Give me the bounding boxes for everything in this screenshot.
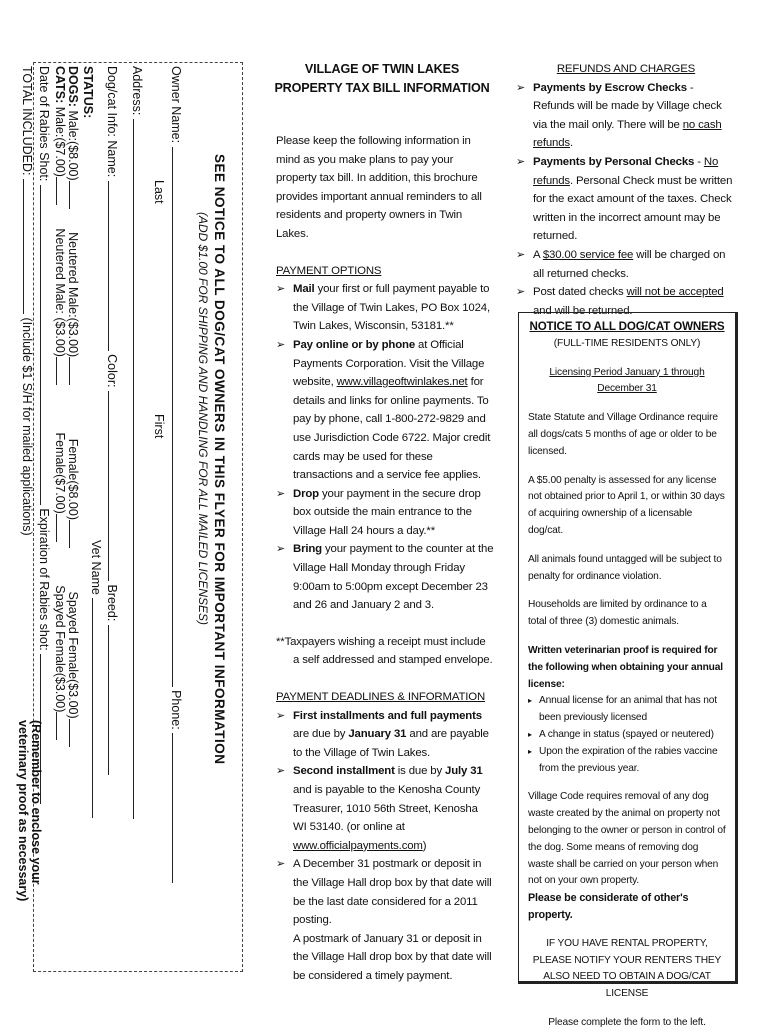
postmark-text-1: A December 31 postmark or deposit in the Village Hall drop box by that date will be the last date considered for a 2011 posting. [293,858,492,927]
deadlines-heading: PAYMENT DEADLINES & INFORMATION [276,691,486,704]
first-text: are due by [293,728,349,741]
deadline-first [276,707,494,763]
escrow-text-2: . [569,137,573,150]
arrow-bullet-icon: ➢ [516,286,526,299]
refunds-heading: REFUNDS AND CHARGES [556,63,696,75]
penalty-text: A $5.00 penalty is assessed for any license not obtained prior to April 1, or within 30 days of acquiring ownership of a licensable dog/cat. [528,474,725,536]
dog-waste-code: Village Code requires removal of any dog waste created by the animal on property not belonging to the owner or person in control of the dog. Some means of removing dog waste shall be carried on your person when not on your own property. [528,791,726,887]
arrow-bullet-icon: ➢ [516,248,526,261]
license-form [16,62,243,972]
complete-form-note: Please complete the form to the left. [548,1016,706,1028]
first-date: January 31 [348,728,407,741]
page-title-1: VILLAGE OF TWIN LAKES [304,62,460,76]
breed-field[interactable] [108,625,121,775]
pet-name-label: Name: [105,140,119,178]
first-bold: First installments and full payments [293,709,482,722]
personal-text: - [694,155,704,168]
statute-text: State Statute and Village Ordinance require all dogs/cats 5 months of age or older to be licensed. [528,412,718,457]
include-sh-note: (Include $1 S/H for mailed applications) [20,317,34,536]
cats-female-field[interactable] [56,514,69,542]
dogcat-info-label: Dog/cat Info: [105,66,119,137]
drop-bold: Drop [293,487,319,500]
option-drop [276,485,494,541]
cats-female-label: Female($7.00) [53,432,67,514]
vet-item [528,727,726,744]
bring-bold: Bring [293,543,322,556]
deadline-second [276,762,494,855]
status-label: STATUS: [81,66,95,119]
arrow-bullet-icon: ➢ [276,283,286,296]
form-shipping-note: (ADD $1.00 FOR SHIPPING AND HANDLING FOR ALL MAILED LICENSES) [196,212,210,625]
notice-title: NOTICE TO ALL DOG/CAT OWNERS [529,320,725,333]
second-text-2: and is payable to the Kenosha County Treasurer, 1010 56th Street, Kenosha WI 53140. (or online at [293,784,481,834]
untagged-text: All animals found untagged will be subject to penalty for ordinance violation. [528,553,722,582]
arrow-bullet-icon: ➢ [276,487,286,500]
option-bring [276,540,494,614]
dog-cat-notice-box [518,312,738,1028]
dogs-neutered-male-field[interactable] [69,357,82,385]
escrow-text: - Refunds will be made by Village check via the mail only. There will be [533,81,722,131]
intro-paragraph: Please keep the following information in mind as you make plans to pay your property tax bill. In addition, this brochure provides important annual reminders to all residents and property owners in Twin Lakes. [276,135,482,240]
color-label: Color: [105,354,119,388]
arrow-bullet-icon: ➢ [276,858,286,871]
personal-bold: Payments by Personal Checks [533,155,695,168]
option-mail [276,280,494,336]
phone-field[interactable] [172,733,185,883]
dogs-spayed-female-field[interactable] [69,719,82,747]
rabies-expiration-label: Expiration of Rabies shot: [37,508,51,651]
notice-subtitle: (FULL-TIME RESIDENTS ONLY) [553,337,701,349]
color-field[interactable] [108,391,121,581]
dogs-male-label: Male:($8.00) [66,110,80,181]
vet-item-text: Annual license for an animal that has not been previously licensed [539,695,717,724]
receipt-note: **Taxpayers wishing a receipt must include a self addressed and stamped envelope. [276,635,493,667]
arrow-bullet-icon: ➢ [276,338,286,351]
option-online [276,336,494,485]
address-field[interactable] [133,119,146,819]
remember-note-2: veterinary proof as necessary) [16,720,30,902]
bring-text: your payment to the counter at the Village Hall Monday through Friday 9:00am to 5:00pm except December 23 and 26 and January 2 and 3. [293,543,494,612]
arrow-bullet-icon: ➢ [276,709,286,722]
vet-name-field[interactable] [92,598,105,818]
second-text-3: ) [422,839,427,852]
postdated-text: Post dated checks [533,286,627,299]
postdated-text-2: and will be returned. [533,304,633,317]
no-refunds: No refunds [533,155,719,187]
second-bold: Second installment [293,765,395,778]
licensing-period: Licensing Period January 1 through December 31 [549,366,705,395]
cats-male-field[interactable] [56,177,69,205]
vet-item [528,744,726,778]
dogs-female-label: Female($8.00) [66,438,80,520]
arrow-bullet-icon: ➢ [276,543,286,556]
refunds-column [516,60,736,320]
personal-text-2: . Personal Check must be written for the exact amount of the taxes. Check written in the incorrect amount may be returned. [533,174,733,243]
mail-text: your first or full payment payable to the Village of Twin Lakes, PO Box 1024, Twin Lakes, Wisconsin, 53181.** [293,283,490,333]
postmark-text-2: A postmark of January 31 or deposit in the Village Hall drop box by that date will be considered a timely payment. [293,932,492,982]
remember-note-1: (Remember to enclose your [29,720,43,885]
online-bold: Pay online or by phone [293,338,416,351]
vet-proof-text: Written veterinarian proof is required for the following when obtaining your annual license: [528,644,723,690]
cats-male-label: Male:($7.00) [53,106,67,177]
online-text-2: for details and links for online payments. To pay by phone, call 1-800-272-9829 and use Jurisdiction Code 6722. Major credit cards may be used for these transactions and a service fee applies. [293,376,491,482]
second-date: July 31 [445,765,483,778]
fee-text-2: will be charged on all returned checks. [533,248,726,280]
rabies-date-label: Date of Rabies Shot: [37,66,51,182]
official-payments-link[interactable]: www.officialpayments.com [293,839,423,852]
payment-options-heading: PAYMENT OPTIONS [276,264,382,277]
vet-item-text: Upon the expiration of the rabies vaccine from the previous year. [539,745,718,774]
arrow-bullet-icon: ➢ [516,155,526,168]
triangle-bullet-icon: ▸ [528,729,532,739]
refund-escrow [516,79,736,153]
no-cash-refunds: no cash refunds [533,118,722,150]
village-website-link[interactable]: www.villageoftwinlakes.net [336,376,468,389]
phone-label: Phone: [169,690,183,730]
breed-label: Breed: [105,584,119,622]
tax-info-column [276,60,494,986]
form-notice: SEE NOTICE TO ALL DOG/CAT OWNERS IN THIS FLYER FOR IMPORTANT INFORMATION [212,154,227,765]
triangle-bullet-icon: ▸ [528,696,532,706]
total-label: TOTAL INCLUDED: [20,66,34,176]
page-title-2: PROPERTY TAX BILL INFORMATION [274,81,490,95]
vet-item [528,693,726,727]
escrow-bold: Payments by Escrow Checks [533,81,687,94]
mail-bold: Mail [293,283,315,296]
online-text: at Official Payments Corporation. Visit the Village website, [293,338,485,389]
first-text-2: and are payable to the Village of Twin Lakes. [293,728,489,759]
owner-name-label: Owner Name: [169,66,183,144]
arrow-bullet-icon: ➢ [516,81,526,94]
considerate-text: Please be considerate of other's property. [528,892,689,921]
owner-name-field[interactable] [172,147,185,687]
fee-text: A [533,248,543,261]
deadline-postmark [276,855,494,929]
drop-text: your payment in the secure drop box outside the main entrance to the Village Hall 24 hours a day.** [293,487,481,537]
fee-amount: $30.00 service fee [542,248,634,261]
vet-item-text: A change in status (spayed or neutered) [539,728,714,740]
cats-spayed-female-label: Spayed Female($3.00) [53,585,67,713]
not-accepted: will not be accepted [626,286,724,299]
dogs-neutered-male-label: Neutered Male:($3.00) [66,232,80,358]
households-text: Households are limited by ordinance to a total of three (3) domestic animals. [528,599,707,628]
dogs-male-field[interactable] [69,181,82,209]
cats-neutered-male-field[interactable] [56,357,69,385]
cats-neutered-male-label: Neutered Male: ($3.00) [53,228,67,357]
pet-name-field[interactable] [108,181,121,351]
second-text: is due by [394,765,446,778]
address-label: Address: [130,66,144,116]
dogs-label: DOGS: [66,66,80,107]
arrow-bullet-icon: ➢ [276,765,286,778]
triangle-bullet-icon: ▸ [528,746,532,756]
refund-personal [516,153,736,246]
last-label: Last [152,180,166,204]
service-fee [516,246,736,283]
total-field[interactable] [23,179,36,314]
rabies-date-field[interactable] [40,185,53,505]
cats-label: CATS: [53,66,67,104]
rental-notice: IF YOU HAVE RENTAL PROPERTY, PLEASE NOTIFY YOUR RENTERS THEY ALSO NEED TO OBTAIN A DOG/CAT LICENSE [532,937,722,1000]
cats-spayed-female-field[interactable] [56,712,69,740]
vet-name-label: Vet Name [89,540,103,595]
first-label: First [152,414,166,439]
dogs-spayed-female-label: Spayed Female($3.00) [66,591,80,719]
dogs-female-field[interactable] [69,520,82,548]
